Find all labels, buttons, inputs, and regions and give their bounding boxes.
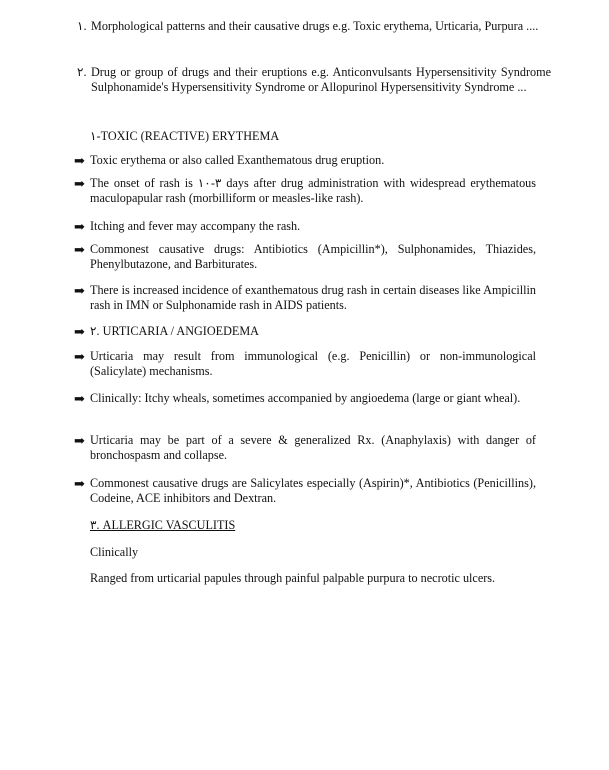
bullet-item: ➡ Urticaria may result from immunological (e.g. Penicillin) or non-immunological (Salicylate) mechanisms. <box>74 349 536 378</box>
list-item-text: Drug or group of drugs and their eruptions e.g. Anticonvulsants Hypersensitivity Syndrome Sulphonamide's Hypersensitivity Syndrome or Allopurinol Hypersensitivity Syndrome ... <box>91 65 551 94</box>
bullet-item: ➡ Commonest causative drugs: Antibiotics (Ampicillin*), Sulphonamides, Thiazides, Phenylbutazone, and Barbiturates. <box>74 242 536 271</box>
list-number: ١. <box>77 19 87 33</box>
bullet-item: ➡ Commonest causative drugs are Salicylates especially (Aspirin)*, Antibiotics (Penicillins), Codeine, ACE inhibitors and Dextran. <box>74 476 536 505</box>
intro-list-item <box>0 19 609 34</box>
bullet-item: ➡ Clinically: Itchy wheals, sometimes accompanied by angioedema (large or giant wheal). <box>74 391 521 406</box>
section-heading-urticaria: ➡ ٢. URTICARIA / ANGIOEDEMA <box>74 324 259 339</box>
arrow-right-icon: ➡ <box>74 283 85 298</box>
section-heading-allergic-vasculitis: ٣. ALLERGIC VASCULITIS <box>90 518 236 532</box>
arrow-right-icon: ➡ <box>74 349 85 364</box>
arrow-right-icon: ➡ <box>74 324 85 339</box>
intro-list-item <box>0 65 609 95</box>
arrow-right-icon: ➡ <box>74 153 85 168</box>
arrow-right-icon: ➡ <box>74 242 85 257</box>
section-heading-toxic-erythema: ١-TOXIC (REACTIVE) ERYTHEMA <box>90 129 280 143</box>
bullet-item: ➡ There is increased incidence of exanthematous drug rash in certain diseases like Ampicillin rash in IMN or Sulphonamide rash in AIDS patients. <box>74 283 536 312</box>
list-item-text: Morphological patterns and their causative drugs e.g. Toxic erythema, Urticaria, Purpura .... <box>91 19 539 33</box>
arrow-right-icon: ➡ <box>74 391 85 406</box>
bullet-item: ➡ Urticaria may be part of a severe & generalized Rx. (Anaphylaxis) with danger of bronchospasm and collapse. <box>74 433 536 462</box>
paragraph-vasculitis: Ranged from urticarial papules through painful palpable purpura to necrotic ulcers. <box>90 571 496 585</box>
bullet-item: ➡ Toxic erythema or also called Exanthematous drug eruption. <box>74 153 385 168</box>
bullet-item: ➡ Itching and fever may accompany the rash. <box>74 219 301 234</box>
subheading-clinically: Clinically <box>90 545 139 559</box>
arrow-right-icon: ➡ <box>74 219 85 234</box>
bullet-item: ➡ The onset of rash is ٣-١٠ days after drug administration with widespread erythematous maculopapular rash (morbilliform or measles-like rash). <box>74 176 536 205</box>
list-number: ٢. <box>77 65 87 79</box>
arrow-right-icon: ➡ <box>74 176 85 191</box>
arrow-right-icon: ➡ <box>74 476 85 491</box>
arrow-right-icon: ➡ <box>74 433 85 448</box>
